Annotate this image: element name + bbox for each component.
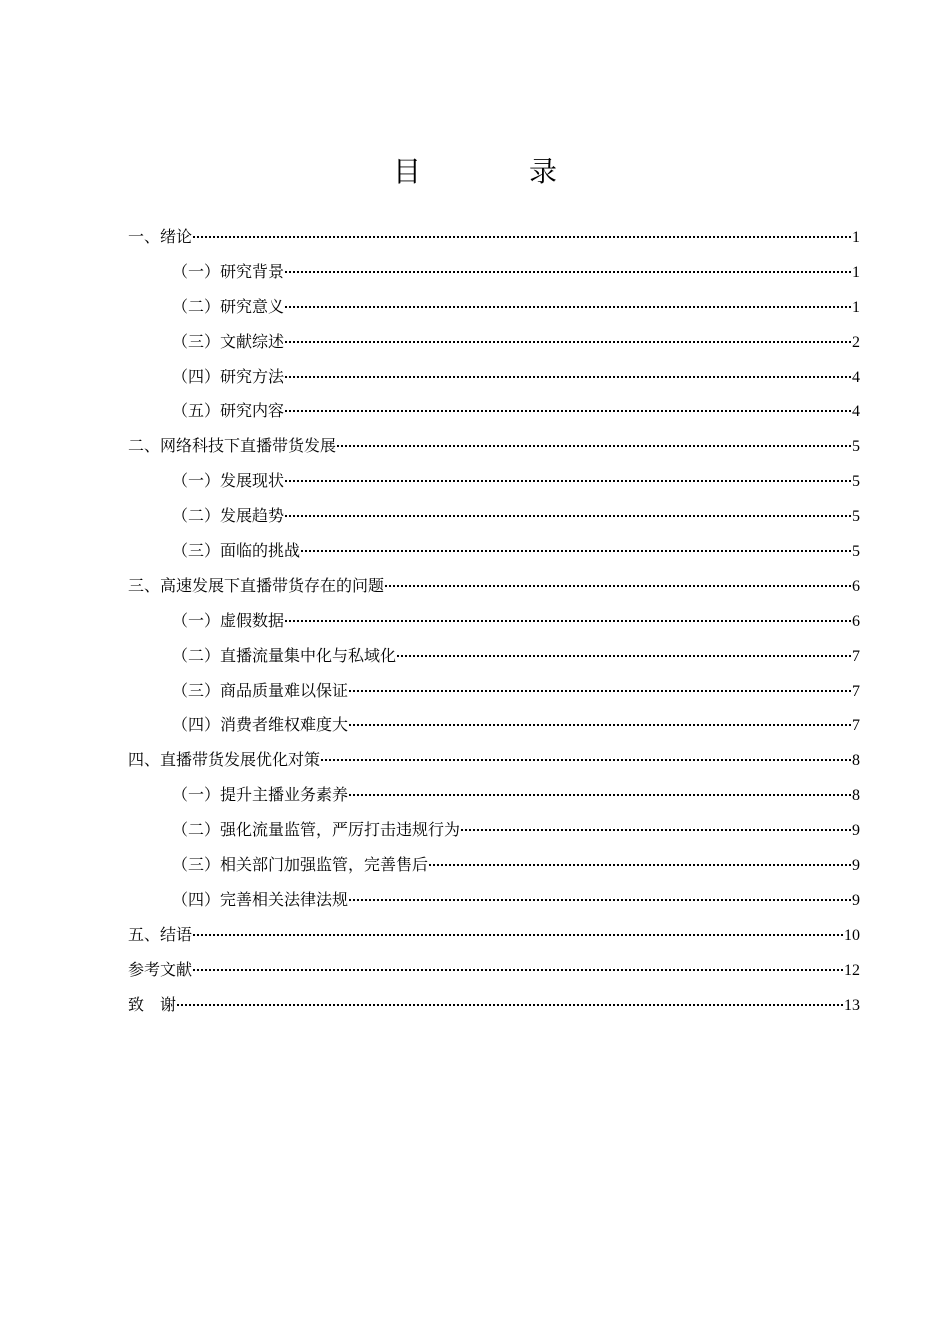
toc-entry[interactable]	[128, 639, 860, 674]
toc-entry-page-number: 4	[852, 403, 860, 421]
toc-entry-label: （二）直播流量集中化与私域化	[172, 645, 397, 665]
toc-entry[interactable]	[128, 360, 860, 395]
toc-entry[interactable]	[128, 883, 860, 918]
toc-entry[interactable]	[128, 429, 860, 464]
toc-entry[interactable]	[128, 394, 860, 429]
toc-entry-page-number: 1	[852, 263, 860, 281]
toc-entry-page-number: 2	[852, 333, 860, 351]
toc-entry[interactable]	[128, 255, 860, 290]
dot-leader	[285, 306, 851, 308]
dot-leader	[337, 445, 851, 447]
toc-entry[interactable]	[128, 290, 860, 325]
toc-entry-page-number: 8	[852, 787, 860, 805]
toc-entry-page-number: 5	[852, 438, 860, 456]
toc-entry[interactable]	[128, 464, 860, 499]
toc-entry-label: （三）面临的挑战	[172, 541, 301, 561]
toc-entry-page-number: 10	[844, 926, 860, 944]
dot-leader	[285, 271, 851, 273]
toc-entry-page-number: 13	[844, 996, 860, 1014]
toc-entry-label: （四）完善相关法律法规	[172, 889, 349, 909]
toc-entry-label: （一）发展现状	[172, 471, 285, 491]
dot-leader	[349, 794, 851, 796]
toc-entry[interactable]	[128, 220, 860, 255]
toc-entry-page-number: 4	[852, 368, 860, 386]
toc-entry-label: （五）研究内容	[172, 401, 285, 421]
dot-leader	[349, 899, 851, 901]
toc-entry[interactable]	[128, 848, 860, 883]
toc-entry-page-number: 5	[852, 508, 860, 526]
toc-entry-label: （四）消费者维权难度大	[172, 715, 349, 735]
dot-leader	[285, 376, 851, 378]
dot-leader	[285, 341, 851, 343]
toc-entry-label: （三）商品质量难以保证	[172, 680, 349, 700]
toc-entry[interactable]	[128, 534, 860, 569]
toc-entry[interactable]	[128, 604, 860, 639]
toc-entry[interactable]	[128, 918, 860, 953]
toc-entry-page-number: 8	[852, 752, 860, 770]
dot-leader	[349, 690, 851, 692]
dot-leader	[177, 1004, 843, 1006]
toc-entry-label: （四）研究方法	[172, 366, 285, 386]
toc-entry-label: （一）提升主播业务素养	[172, 785, 349, 805]
dot-leader	[461, 829, 851, 831]
dot-leader	[285, 410, 851, 412]
toc-entry[interactable]	[128, 988, 860, 1023]
toc-entry-page-number: 7	[852, 682, 860, 700]
page-title: 目 录	[392, 155, 597, 188]
toc-entry-page-number: 6	[852, 577, 860, 595]
toc-entry-label: （三）文献综述	[172, 331, 285, 351]
toc-entry-page-number: 9	[852, 891, 860, 909]
dot-leader	[193, 934, 843, 936]
toc-entry-label: 致 谢	[128, 994, 177, 1014]
toc-entry[interactable]	[128, 569, 860, 604]
toc-entry-label: 二、网络科技下直播带货发展	[128, 436, 337, 456]
table-of-contents	[128, 220, 860, 1022]
toc-entry-page-number: 7	[852, 717, 860, 735]
toc-entry-label: （二）强化流量监管，严厉打击违规行为	[172, 820, 461, 840]
toc-entry[interactable]	[128, 953, 860, 988]
dot-leader	[321, 759, 851, 761]
toc-entry-label: （一）研究背景	[172, 261, 285, 281]
toc-entry[interactable]	[128, 674, 860, 709]
toc-entry-page-number: 1	[852, 298, 860, 316]
dot-leader	[429, 864, 851, 866]
toc-entry-label: 五、结语	[128, 924, 193, 944]
dot-leader	[349, 724, 851, 726]
toc-entry-label: 一、绪论	[128, 227, 193, 246]
dot-leader	[397, 655, 851, 657]
dot-leader	[285, 620, 851, 622]
toc-entry-page-number: 1	[852, 229, 860, 246]
toc-entry-page-number: 6	[852, 612, 860, 630]
toc-entry[interactable]	[128, 778, 860, 813]
dot-leader	[385, 585, 851, 587]
toc-entry-label: 参考文献	[128, 959, 193, 979]
toc-entry-page-number: 9	[852, 857, 860, 875]
toc-entry-page-number: 5	[852, 473, 860, 491]
toc-entry[interactable]	[128, 743, 860, 778]
toc-entry-label: （二）发展趋势	[172, 506, 285, 526]
toc-entry[interactable]	[128, 813, 860, 848]
toc-entry-label: （二）研究意义	[172, 296, 285, 316]
toc-entry-page-number: 12	[844, 961, 860, 979]
toc-entry-label: 四、直播带货发展优化对策	[128, 750, 321, 770]
toc-entry[interactable]	[128, 708, 860, 743]
dot-leader	[285, 480, 851, 482]
toc-entry-page-number: 7	[852, 647, 860, 665]
toc-entry-label: 三、高速发展下直播带货存在的问题	[128, 575, 385, 595]
toc-entry-page-number: 5	[852, 543, 860, 561]
toc-entry-label: （三）相关部门加强监管，完善售后	[172, 855, 429, 875]
dot-leader	[193, 969, 843, 971]
toc-entry[interactable]	[128, 325, 860, 360]
dot-leader	[285, 515, 851, 517]
toc-entry[interactable]	[128, 499, 860, 534]
toc-entry-page-number: 9	[852, 822, 860, 840]
dot-leader	[193, 236, 851, 238]
toc-entry-label: （一）虚假数据	[172, 610, 285, 630]
dot-leader	[301, 550, 851, 552]
